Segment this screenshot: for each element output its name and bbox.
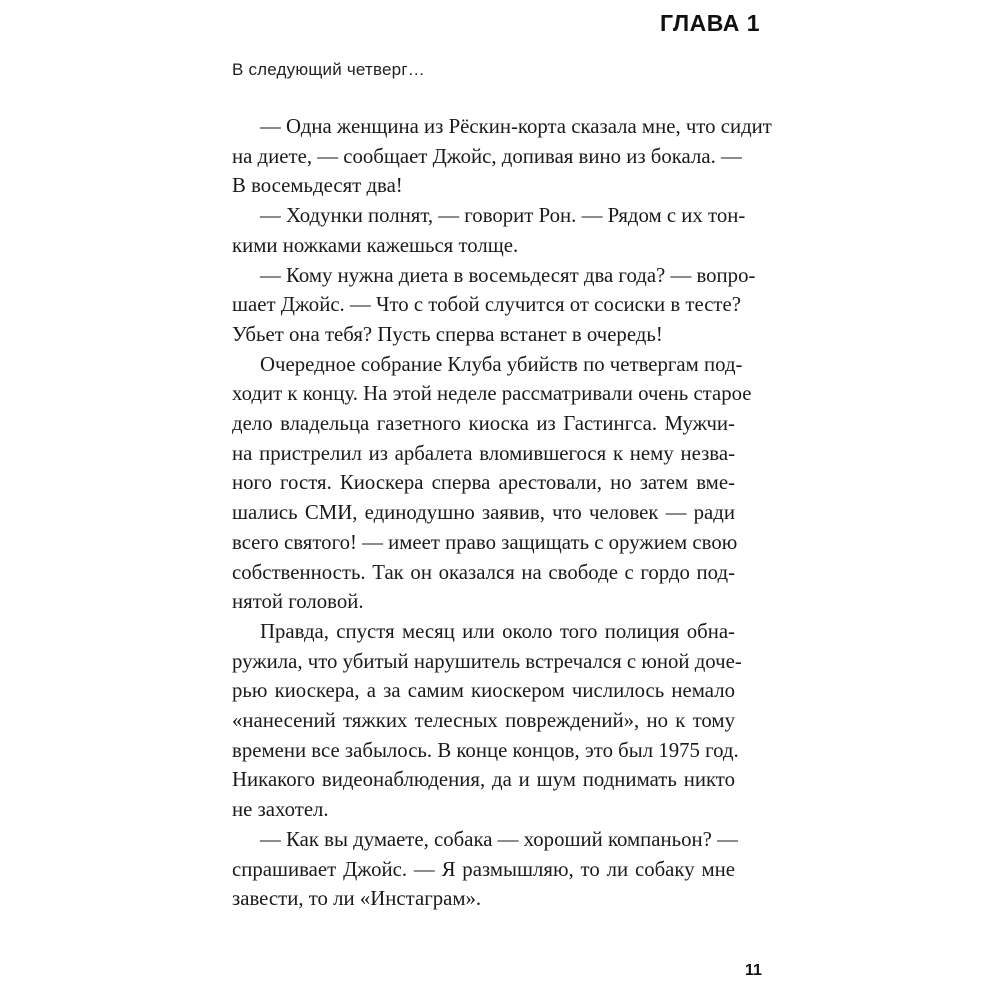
text-line: завести, то ли «Инстаграм». [232, 887, 482, 911]
text-line: шает Джойс. — Что с тобой случится от сосиски в тесте? [232, 293, 741, 317]
text-line: собственность. Так он оказался на свободе с гордо под- [232, 560, 735, 584]
paragraph [232, 201, 746, 260]
text-line: нятой головой. [232, 590, 364, 614]
text-line: кими ножками кажешься толще. [232, 233, 519, 257]
chapter-title: ГЛАВА 1 [660, 10, 760, 36]
body-text [232, 112, 772, 914]
paragraph [232, 825, 738, 914]
page-number: 11 [745, 962, 762, 979]
text-line: ходит к концу. На этой неделе рассматривали очень старое [232, 382, 752, 406]
text-line: — Как вы думаете, собака — хороший компаньон? — [260, 827, 738, 851]
text-line: шались СМИ, единодушно заявив, что человек — ради [232, 501, 735, 525]
text-line: Убьет она тебя? Пусть сперва встанет в очередь! [232, 322, 663, 346]
text-line: ружила, что убитый нарушитель встречался с юной доче- [232, 649, 742, 673]
text-line: ного гостя. Киоскера сперва арестовали, но затем вме- [232, 471, 735, 495]
paragraph [232, 617, 742, 825]
paragraph [232, 112, 772, 201]
text-line: времени все забылось. В конце концов, это был 1975 год. [232, 738, 739, 762]
text-line: — Ходунки полнят, — говорит Рон. — Рядом с их тон- [260, 204, 746, 228]
text-line: на пристрелил из арбалета вломившегося к нему незва- [232, 441, 735, 465]
text-line: не захотел. [232, 798, 329, 822]
text-line: дело владельца газетного киоска из Гастингса. Мужчи- [232, 412, 735, 436]
text-line: на диете, — сообщает Джойс, допивая вино из бокала. — [232, 144, 742, 168]
text-line: Правда, спустя месяц или около того полиция обна- [260, 619, 735, 643]
text-line: рью киоскера, а за самим киоскером числилось немало [232, 679, 735, 703]
text-line: всего святого! — имеет право защищать с оружием свою [232, 530, 738, 554]
text-line: — Одна женщина из Рёскин-корта сказала мне, что сидит [260, 115, 772, 138]
paragraph [232, 261, 756, 350]
text-line: «нанесений тяжких телесных повреждений», но к тому [232, 709, 735, 733]
text-line: Никакого видеонаблюдения, да и шум поднимать никто [232, 768, 735, 792]
text-line: В восемьдесят два! [232, 174, 403, 198]
text-line: — Кому нужна диета в восемьдесят два года? — вопро- [260, 263, 756, 287]
chapter-subtitle: В следующий четверг… [232, 60, 425, 79]
paragraph [232, 350, 752, 617]
text-line: Очередное собрание Клуба убийств по четвергам под- [260, 352, 743, 376]
text-line: спрашивает Джойс. — Я размышляю, то ли собаку мне [232, 857, 735, 881]
